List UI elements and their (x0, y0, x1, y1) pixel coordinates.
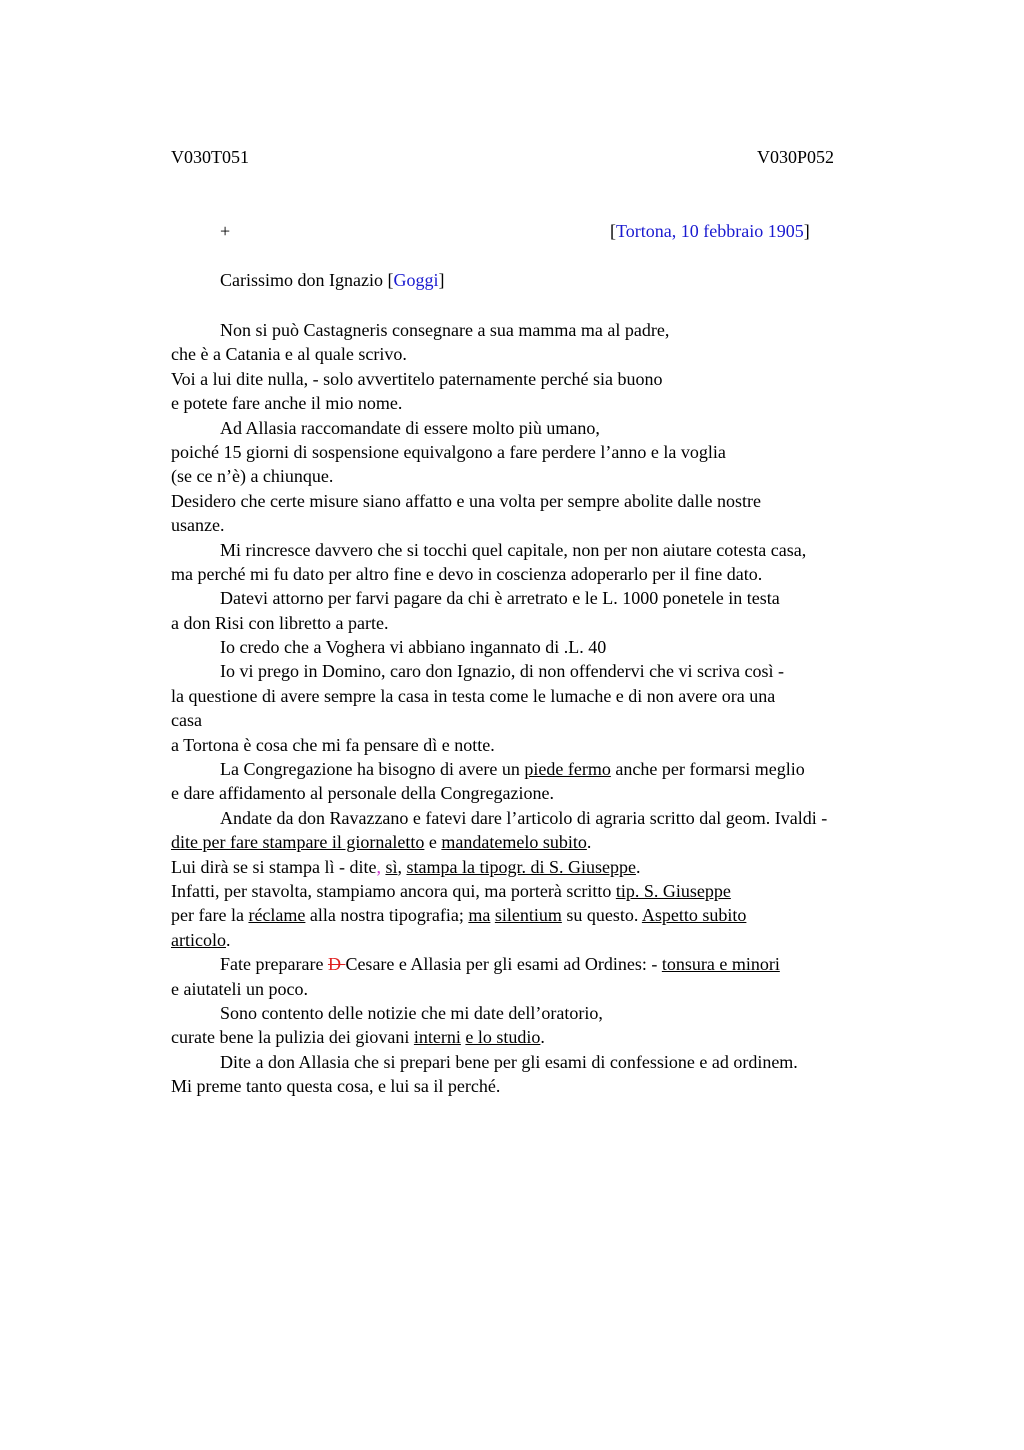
underlined-text: Aspetto subito (641, 905, 747, 926)
letter-body (171, 318, 931, 1099)
text-segment: La Congregazione ha bisogno di avere un (220, 759, 525, 780)
greeting-name: Goggi (393, 270, 439, 290)
letter-line: Dite a don Allasia che si prepari bene per gli esami di confessione e ad ordinem. (220, 1051, 798, 1072)
underlined-text: silentium (494, 905, 562, 926)
letter-date (610, 221, 810, 242)
text-segment: Fate preparare (220, 954, 328, 975)
letter-line: casa (171, 710, 202, 731)
date-text: Tortona, 10 febbraio 1905 (616, 221, 804, 241)
letter-line: Ad Allasia raccomandate di essere molto più umano, (220, 417, 600, 438)
underlined-text: réclame (248, 905, 306, 926)
text-segment: per fare la (171, 905, 249, 926)
underlined-text: mandatemelo subito (441, 832, 587, 853)
letter-line: Io credo che a Voghera vi abbiano ingannato di .L. 40 (220, 637, 607, 658)
letter-line: Non si può Castagneris consegnare a sua mamma ma al padre, (220, 320, 670, 340)
letter-line: Mi rincresce davvero che si tocchi quel capitale, non per non aiutare cotesta casa, (220, 539, 807, 560)
letter-line: Voi a lui dite nulla, - solo avvertitelo paternamente perché sia buono (171, 368, 663, 389)
letter-line (171, 928, 931, 952)
letter-line: a Tortona è cosa che mi fa pensare dì e notte. (171, 734, 495, 755)
letter-line: poiché 15 giorni di sospensione equivalgono a fare perdere l’anno e la voglia (171, 441, 726, 462)
bracket-close: ] (803, 221, 810, 241)
letter-line (171, 879, 931, 903)
bracket-close: ] (438, 270, 445, 290)
letter-line (171, 1025, 931, 1049)
letter-line: Mi preme tanto questa cosa, e lui sa il perché. (171, 1076, 501, 1097)
text-segment: Lui dirà se si stampa lì - dite (171, 856, 377, 877)
underlined-text: dite per fare stampare il giornaletto (171, 832, 425, 853)
inserted-comma: , (376, 856, 381, 877)
text-segment: su questo. (561, 905, 642, 926)
deleted-text: D (327, 954, 346, 975)
letter-line: la questione di avere sempre la casa in testa come le lumache e di non avere ora una (171, 685, 776, 706)
letter-line: Andate da don Ravazzano e fatevi dare l’articolo di agraria scritto dal geom. Ivaldi - (220, 807, 828, 828)
greeting-text: Carissimo don Ignazio (220, 270, 388, 290)
letter-line: ma perché mi fu dato per altro fine e devo in coscienza adoperarlo per il fine dato. (171, 563, 763, 584)
text-segment: . (225, 929, 231, 950)
underlined-text: sì (385, 856, 398, 877)
underlined-text: articolo (171, 929, 226, 950)
text-segment: Cesare e Allasia per gli esami ad Ordines: - (345, 954, 662, 975)
document-code-left: V030T051 (171, 147, 249, 167)
letter-line: Datevi attorno per farvi pagare da chi è arretrato e le L. 1000 ponetele in testa (220, 588, 780, 609)
cross-symbol: + (220, 221, 231, 241)
letter-line: a don Risi con libretto a parte. (171, 612, 389, 633)
document-code-right: V030P052 (757, 147, 835, 167)
underlined-text: ma (468, 905, 491, 926)
underlined-text: e lo studio (465, 1027, 541, 1048)
underlined-text: stampa la tipogr. di S. Giuseppe (406, 856, 636, 877)
letter-line: Sono contento delle notizie che mi date dell’oratorio, (220, 1002, 603, 1023)
text-segment: alla nostra tipografia; (305, 905, 469, 926)
underlined-text: interni (413, 1027, 461, 1048)
text-segment: Infatti, per stavolta, stampiamo ancora qui, ma porterà scritto (171, 880, 616, 901)
underlined-text: tip. S. Giuseppe (615, 880, 731, 901)
letter-line: e dare affidamento al personale della Congregazione. (171, 783, 554, 804)
underlined-text: tonsura e minori (661, 954, 780, 975)
text-segment: curate bene la pulizia dei giovani (171, 1027, 414, 1048)
text-segment: , (397, 856, 407, 877)
letter-line (171, 952, 931, 976)
letter-line (171, 830, 931, 854)
text-segment: . (540, 1027, 545, 1048)
text-segment: . (586, 832, 592, 853)
letter-line: Io vi prego in Domino, caro don Ignazio, di non offendervi che vi scriva così - (220, 661, 785, 682)
letter-line: che è a Catania e al quale scrivo. (171, 344, 407, 365)
letter-line: Desidero che certe misure siano affatto e una volta per sempre abolite dalle nostre (171, 490, 761, 511)
letter-line: usanze. (171, 515, 225, 536)
letter-line (171, 855, 931, 879)
text-segment: . (635, 856, 641, 877)
bracket-open: [ (387, 270, 394, 290)
letter-line: e potete fare anche il mio nome. (171, 393, 403, 414)
letter-line: e aiutateli un poco. (171, 978, 308, 999)
greeting (220, 270, 444, 291)
text-segment: e (424, 832, 442, 853)
letter-line: (se ce n’è) a chiunque. (171, 466, 334, 487)
underlined-text: piede fermo (524, 759, 611, 780)
bracket-open: [ (610, 221, 616, 241)
text-segment: anche per formarsi meglio (610, 759, 805, 780)
letter-line (171, 903, 931, 927)
letter-line (171, 757, 931, 781)
